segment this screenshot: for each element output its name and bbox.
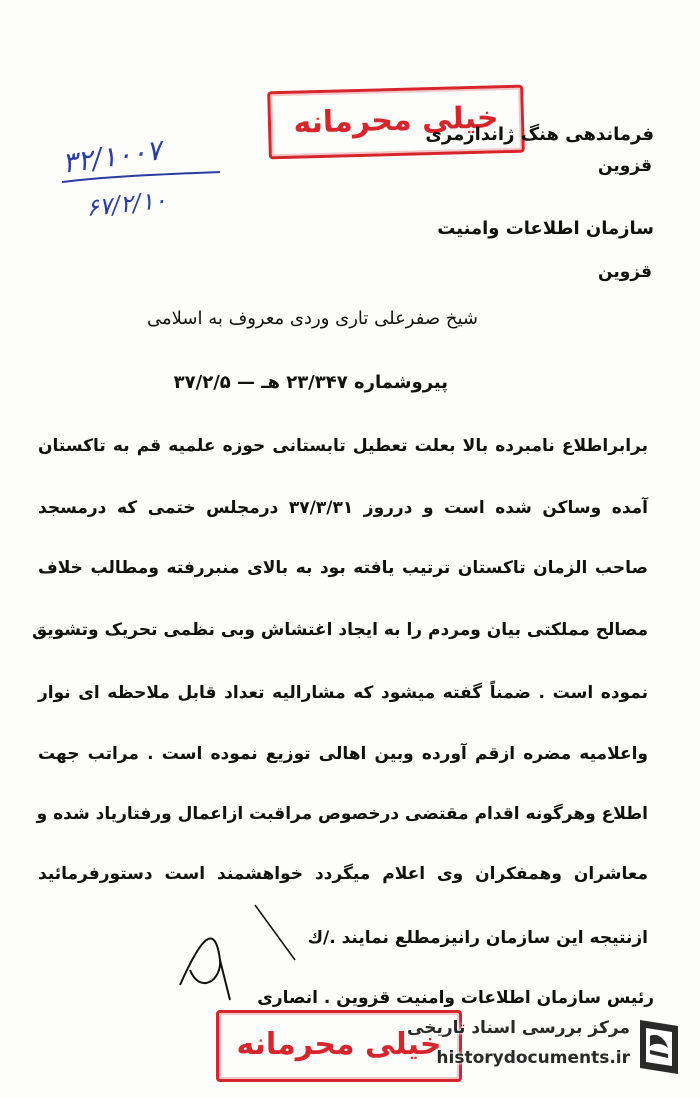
- top-stamp-text: خیلی محرمانه: [292, 100, 499, 141]
- archive-watermark: [398, 1010, 688, 1090]
- watermark-title: مرکز بررسی اسناد تاریخی: [407, 1018, 630, 1038]
- recipient-line-4: قزوین: [598, 262, 652, 282]
- body-line: برابراطلاع نامبرده بالا بعلت تعطیل تابستانی حوزه علمیه قم به تاکستان: [38, 436, 648, 456]
- handwritten-underline: [60, 170, 225, 186]
- body-line: معاشران وهمفکران وی اعلام میگردد خواهشمند است دستورفرمائید: [38, 864, 648, 884]
- signature-line: رئیس سازمان اطلاعات وامنیت قزوین . انصاری: [257, 988, 654, 1008]
- handwritten-number-1: ۳۲/۱۰۰۷: [60, 133, 164, 180]
- top-confidential-stamp: [267, 85, 525, 160]
- bottom-stamp-text: خیلی محرمانه: [236, 1027, 442, 1062]
- archive-logo-icon: [634, 1014, 684, 1080]
- reference-line: پیروشماره ۲۳/۳۴۷ هـ — ۳۷/۲/۵: [173, 372, 448, 393]
- body-line: نموده است . ضمناً گفته میشود که مشارالیه تعداد قابل ملاحظه ای نوار: [38, 683, 648, 703]
- handwritten-date: ۶۷/۲/۱۰: [84, 185, 168, 223]
- body-line: اطلاع وهرگونه اقدام مقتضی درخصوص مراقبت ازاعمال ورفتاریاد شده و: [36, 804, 648, 824]
- body-line: واعلامیه مضره ازقم آورده وبین اهالی توزیع نموده است . مراتب جهت: [38, 744, 648, 764]
- body-line: صاحب الزمان تاکستان ترتیب یافته بود به بالای منبررفته ومطالب خلاف: [38, 558, 648, 578]
- recipient-line-2: قزوین: [598, 156, 652, 176]
- body-line: آمده وساکن شده است و درروز ۳۷/۳/۳۱ درمجلس ختمی که درمسجد: [38, 498, 648, 518]
- body-line: مصالح مملکتی بیان ومردم را به ایجاد اغتشاش وبی نظمی تحریک وتشویق: [31, 620, 648, 640]
- subject-line: شیخ صفرعلی تاری وردی معروف به اسلامی: [147, 308, 478, 329]
- recipient-line-3: سازمان اطلاعات وامنیت: [437, 218, 654, 239]
- recipient-line-1: فرماندهی هنگ ژاندارمری: [425, 124, 654, 145]
- watermark-url: historydocuments.ir: [436, 1048, 630, 1068]
- body-line-last: ازنتیجه این سازمان رانیزمطلع نمایند ./ك: [307, 928, 648, 948]
